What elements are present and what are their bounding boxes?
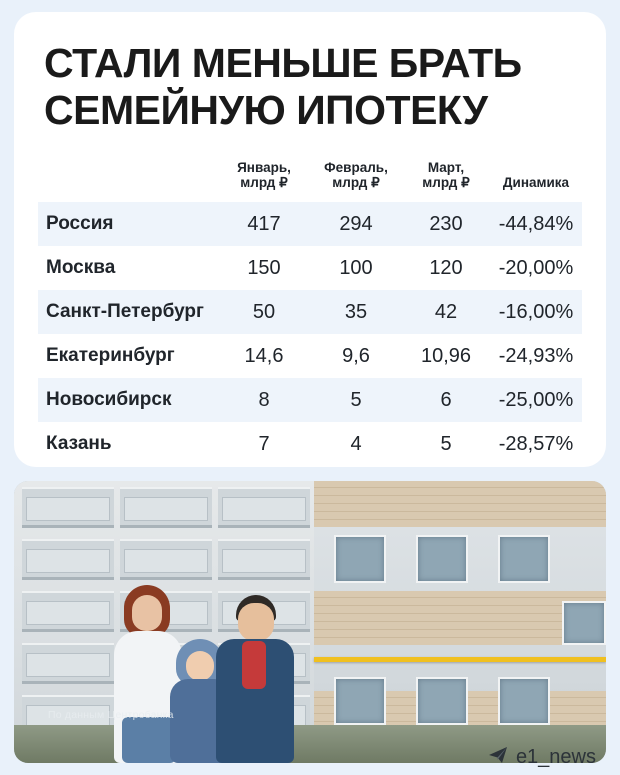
table-row bbox=[38, 246, 582, 290]
brick-band-top bbox=[314, 481, 606, 527]
family-group bbox=[106, 583, 296, 763]
cell-nsk-dynamics: -25,00% bbox=[490, 378, 582, 422]
photo-apartment-building bbox=[14, 481, 606, 763]
column-header-march bbox=[402, 154, 490, 202]
cell-spb-march: 42 bbox=[402, 290, 490, 334]
cell-kazan-january: 7 bbox=[258, 432, 270, 455]
column-header-february-line1: Февраль, bbox=[324, 160, 388, 175]
window bbox=[334, 677, 386, 725]
cell-russia-dynamics: -44,84% bbox=[490, 202, 582, 246]
column-header-february-line2: млрд ₽ bbox=[332, 175, 380, 190]
channel-footer bbox=[488, 746, 596, 769]
window bbox=[416, 535, 468, 583]
cell-moscow-january: 150 bbox=[247, 256, 281, 279]
table-row bbox=[38, 202, 582, 246]
cell-russia-january: 417 bbox=[218, 202, 310, 246]
cell-russia-march: 230 bbox=[402, 202, 490, 246]
mortgage-table bbox=[38, 154, 582, 466]
column-header-march-line2: млрд ₽ bbox=[422, 175, 470, 190]
window bbox=[498, 677, 550, 725]
cell-ekb-march: 10,96 bbox=[420, 344, 472, 367]
photo-caption: По данным Центробанка bbox=[48, 709, 174, 721]
table-row bbox=[38, 378, 582, 422]
telegram-icon bbox=[488, 746, 508, 769]
column-header-region bbox=[38, 154, 218, 202]
cell-spb-january: 50 bbox=[218, 290, 310, 334]
column-header-january-line1: Январь, bbox=[237, 160, 291, 175]
table-header bbox=[38, 154, 582, 202]
person-man bbox=[214, 591, 296, 763]
column-header-march-line1: Март, bbox=[427, 160, 465, 175]
row-label-novosibirsk: Новосибирск bbox=[38, 378, 218, 422]
gas-pipe bbox=[314, 657, 606, 662]
cell-ekb-january: 14,6 bbox=[244, 344, 284, 367]
row-label-yekaterinburg: Екатеринбург bbox=[46, 345, 175, 366]
table-header-row bbox=[38, 154, 582, 202]
table-body bbox=[38, 202, 582, 466]
window bbox=[562, 601, 606, 645]
cell-kazan-march: 5 bbox=[440, 432, 452, 455]
cell-nsk-january: 8 bbox=[218, 378, 310, 422]
cell-ekb-february: 9,6 bbox=[342, 344, 370, 367]
cell-kazan-dynamics: -28,57% bbox=[498, 432, 574, 455]
window bbox=[334, 535, 386, 583]
row-label-saint-petersburg: Санкт-Петербург bbox=[38, 290, 218, 334]
window bbox=[498, 535, 550, 583]
column-header-january bbox=[218, 154, 310, 202]
row-label-moscow: Москва bbox=[46, 257, 116, 278]
cell-moscow-dynamics: -20,00% bbox=[498, 256, 574, 279]
cell-kazan-february: 4 bbox=[350, 432, 362, 455]
cell-russia-february: 294 bbox=[310, 202, 402, 246]
page-title bbox=[44, 40, 582, 134]
column-header-dynamics-line1: Динамика bbox=[502, 175, 570, 190]
data-card bbox=[14, 12, 606, 467]
column-header-dynamics bbox=[490, 154, 582, 202]
cell-ekb-dynamics: -24,93% bbox=[498, 344, 574, 367]
page-title-line-2: СЕМЕЙНУЮ ИПОТЕКУ bbox=[44, 87, 488, 133]
cell-moscow-march: 120 bbox=[429, 256, 463, 279]
table-row bbox=[38, 422, 582, 466]
cell-nsk-february: 5 bbox=[310, 378, 402, 422]
table-row bbox=[38, 334, 582, 378]
row-label-kazan: Казань bbox=[46, 433, 112, 454]
window bbox=[416, 677, 468, 725]
cell-nsk-march: 6 bbox=[402, 378, 490, 422]
column-header-january-line2: млрд ₽ bbox=[240, 175, 288, 190]
table-row bbox=[38, 290, 582, 334]
column-header-february bbox=[310, 154, 402, 202]
page-title-line-1: СТАЛИ МЕНЬШЕ БРАТЬ bbox=[44, 40, 522, 86]
channel-handle: e1_news bbox=[515, 746, 596, 768]
row-label-russia: Россия bbox=[38, 202, 218, 246]
cell-spb-february: 35 bbox=[310, 290, 402, 334]
cell-spb-dynamics: -16,00% bbox=[490, 290, 582, 334]
cell-moscow-february: 100 bbox=[339, 256, 373, 279]
